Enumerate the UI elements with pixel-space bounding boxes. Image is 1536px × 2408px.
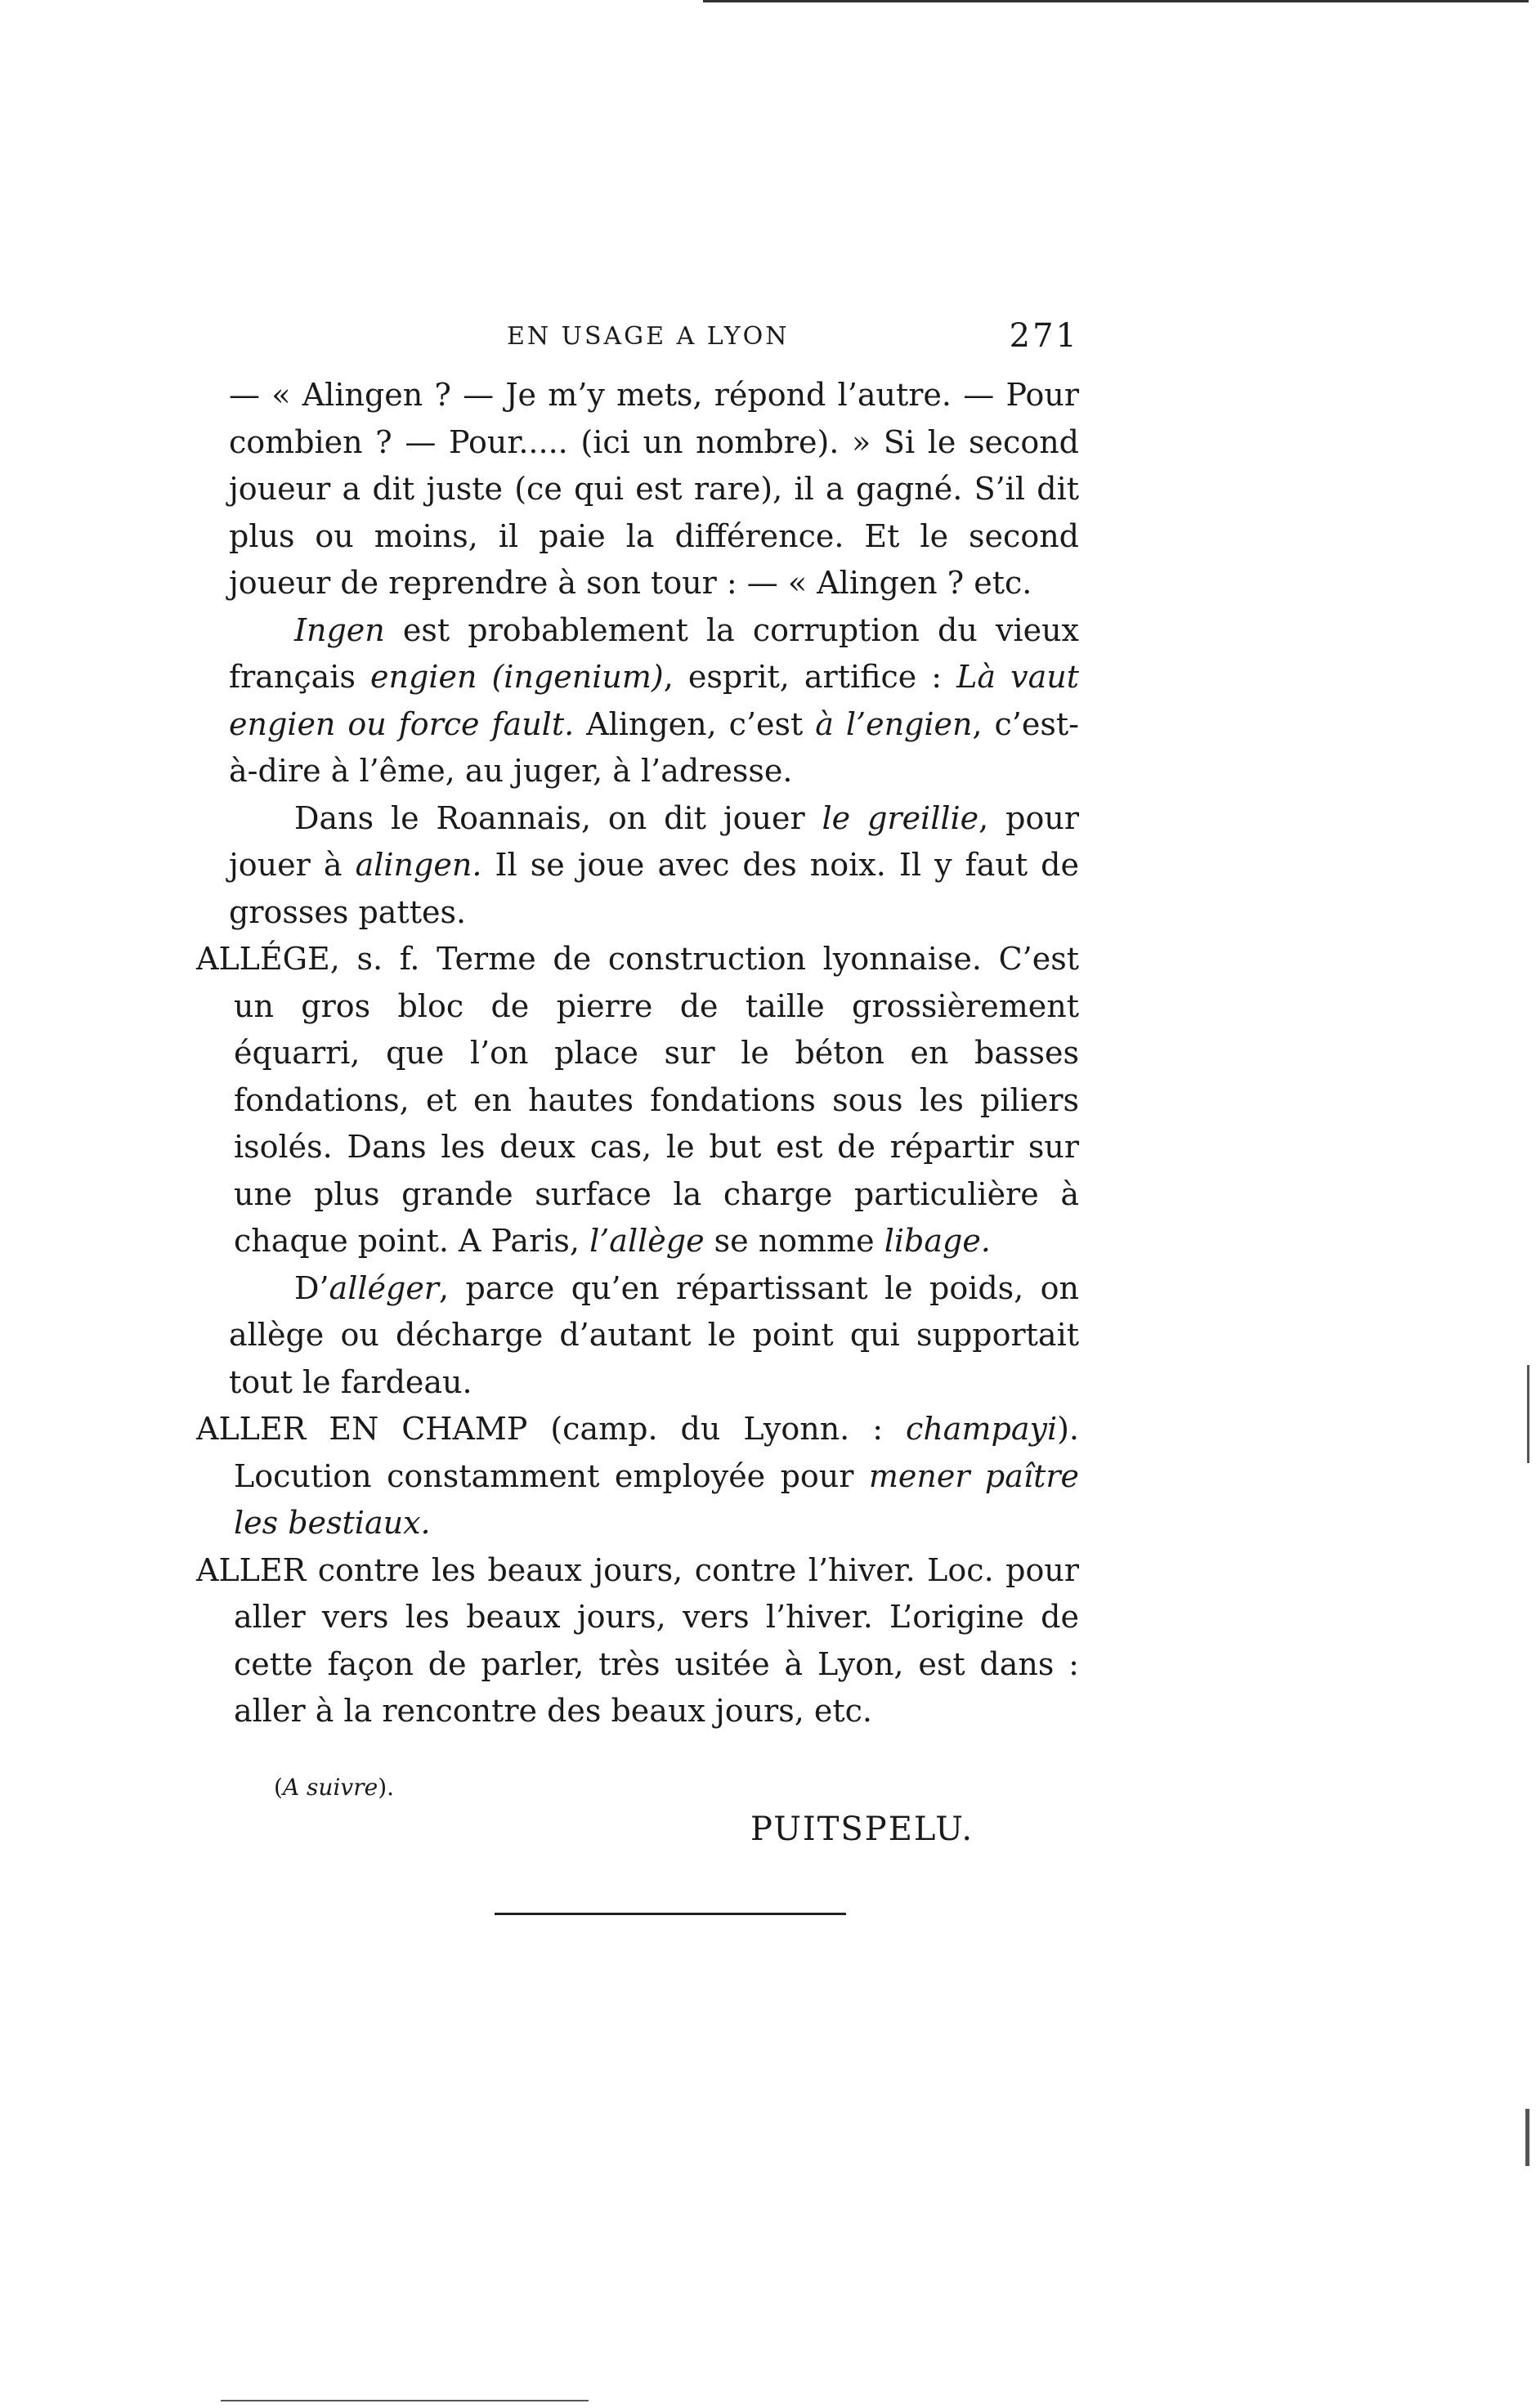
text-run: , c’est-à-dire à l’ême, au juger, à l’adresse. — [229, 705, 1079, 789]
text-run: D’ — [294, 1269, 329, 1306]
closing-rule — [495, 1913, 846, 1915]
italic-text: champayi — [906, 1411, 1058, 1447]
scan-edge-mark — [1527, 1365, 1529, 1463]
italic-text: libage. — [884, 1223, 991, 1259]
paragraph — [196, 607, 1079, 795]
text-run: , parce qu’en répartissant le poids, on allège ou décharge d’autant le point qui supportait tout le fardeau. — [229, 1269, 1079, 1400]
dictionary-entry — [196, 1547, 1079, 1735]
scan-edge-mark — [1525, 2109, 1529, 2166]
italic-text: alingen. — [355, 847, 482, 883]
italic-text: à l’engien — [815, 705, 973, 742]
top-scan-rule — [703, 0, 1529, 2]
text-run: ALLER contre les beaux jours, contre l’hiver. Loc. pour aller vers les beaux jours, vers l’hiver. L’origine de cette façon de parler, très usitée à Lyon, est dans : aller à la rencontre des beaux jours, etc. — [196, 1551, 1079, 1729]
page-number: 271 — [1009, 317, 1079, 355]
to-be-continued-label: A suivre — [282, 1774, 378, 1801]
italic-text: Ingen — [294, 611, 385, 648]
text-run: , esprit, artifice : — [663, 659, 957, 695]
text-run: Il se joue avec des noix. Il y faut de grosses pattes. — [229, 847, 1080, 930]
to-be-continued-note: (A suivre). — [274, 1774, 395, 1801]
italic-text: le greillie — [822, 799, 979, 836]
dictionary-entry — [196, 1406, 1079, 1547]
bottom-scan-mark — [221, 2400, 589, 2401]
italic-text: l’allège — [589, 1223, 705, 1259]
text-run: ALLER EN CHAMP (camp. du Lyonn. : — [196, 1411, 907, 1447]
text-run: ALLÉGE, s. f. Terme de construction lyonnaise. C’est un gros bloc de pierre de taille grossièrement équarri, que l’on place sur le béton en basses fondations, et en hautes fondations sous les piliers isolés. Dans les deux cas, le but est de répartir sur une plus grande surface la charge particulière à chaque point. A Paris, — [196, 941, 1079, 1259]
italic-text: engien (ingenium) — [370, 659, 664, 695]
text-run: se nomme — [704, 1223, 884, 1259]
paragraph — [196, 795, 1079, 937]
text-run: est probablement la corruption du vieux français — [229, 611, 1079, 695]
running-title: EN USAGE A LYON — [507, 322, 790, 351]
paragraph — [196, 1265, 1079, 1407]
text-run: — « Alingen ? — Je m’y mets, répond l’autre. — Pour combien ? — Pour..... (ici un nombre). » Si le second joueur a dit juste (ce qui est rare), il a gagné. S’il dit plus ou moins, il paie la différence. Et le second joueur de reprendre à son tour : — « Alingen ? etc. — [229, 377, 1079, 601]
italic-text: alléger — [329, 1269, 439, 1306]
text-run: Alingen, c’est — [574, 705, 816, 742]
text-run: , pour jouer à — [229, 799, 1079, 883]
text-run: Dans le Roannais, on dit jouer — [294, 799, 822, 836]
dictionary-entry — [196, 936, 1079, 1265]
author-signature: PUITSPELU. — [750, 1810, 974, 1848]
italic-text: mener paître les bestiaux. — [234, 1457, 1079, 1541]
text-run: ). Locution constamment employée pour — [234, 1411, 1079, 1494]
running-header — [245, 317, 1079, 358]
body-text — [196, 372, 1079, 1735]
paragraph — [196, 372, 1079, 607]
italic-text: Là vaut engien ou force fault. — [229, 659, 1079, 742]
